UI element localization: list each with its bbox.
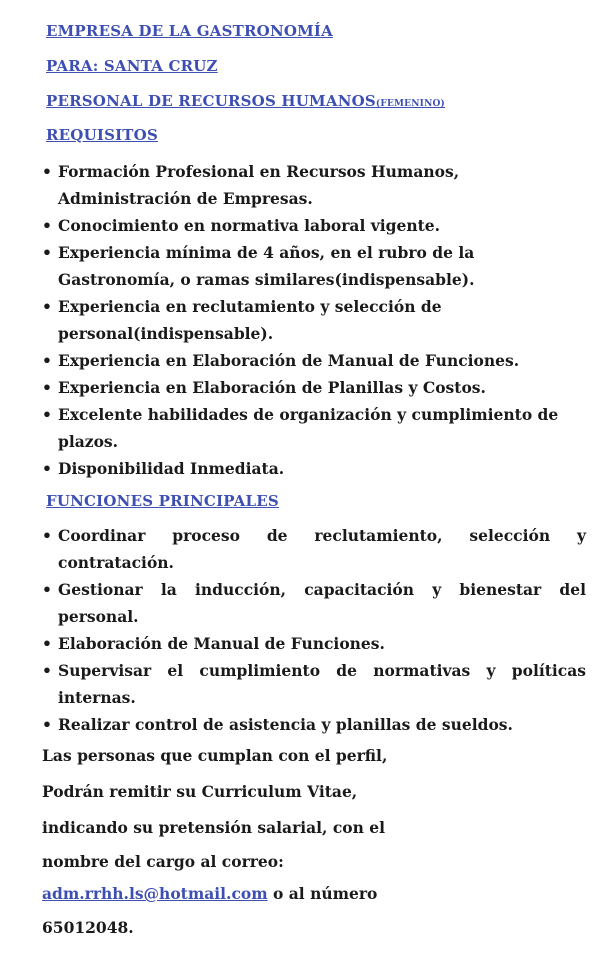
list-item: • Supervisar el cumplimiento de normativas y políticas internas. xyxy=(40,657,586,711)
list-item: • Gestionar la inducción, capacitación y bienestar del personal. xyxy=(40,576,586,630)
list-item: • Experiencia mínima de 4 años, en el rubro de la Gastronomía, o ramas similares(indispensable). xyxy=(40,239,586,293)
closing-line: Las personas que cumplan con el perfil, xyxy=(42,746,388,765)
closing-line: Podrán remitir su Curriculum Vitae, xyxy=(42,782,358,801)
functions-list xyxy=(40,522,586,738)
company-heading: EMPRESA DE LA GASTRONOMÍA xyxy=(46,22,333,40)
list-item: • Realizar control de asistencia y planillas de sueldos. xyxy=(40,711,586,738)
list-item: • Experiencia en Elaboración de Planillas y Costos. xyxy=(40,374,586,401)
list-item: • Conocimiento en normativa laboral vigente. xyxy=(40,212,586,239)
position-heading xyxy=(46,92,445,110)
location-heading: PARA: SANTA CRUZ xyxy=(46,57,218,75)
list-item: • Experiencia en Elaboración de Manual de Funciones. xyxy=(40,347,586,374)
list-item: • Disponibilidad Inmediata. xyxy=(40,455,586,482)
list-item: • Excelente habilidades de organización y cumplimiento de plazos. xyxy=(40,401,586,455)
email-link[interactable]: adm.rrhh.ls@hotmail.com xyxy=(42,884,268,903)
list-item: • Coordinar proceso de reclutamiento, selección y contratación. xyxy=(40,522,586,576)
requirements-list xyxy=(40,158,586,482)
requirements-title: REQUISITOS xyxy=(46,126,158,144)
list-item: • Experiencia en reclutamiento y selección de personal(indispensable). xyxy=(40,293,586,347)
list-item: • Elaboración de Manual de Funciones. xyxy=(40,630,586,657)
closing-line: indicando su pretensión salarial, con el xyxy=(42,818,386,837)
functions-title: FUNCIONES PRINCIPALES xyxy=(46,492,279,510)
phone-number: 65012048. xyxy=(42,918,134,937)
contact-line xyxy=(42,884,377,903)
list-item: • Formación Profesional en Recursos Humanos, Administración de Empresas. xyxy=(40,158,586,212)
contact-suffix: o al número xyxy=(267,884,378,903)
closing-line: nombre del cargo al correo: xyxy=(42,852,284,871)
position-title: PERSONAL DE RECURSOS HUMANOS xyxy=(46,92,376,110)
position-note: (FEMENINO) xyxy=(375,99,445,109)
